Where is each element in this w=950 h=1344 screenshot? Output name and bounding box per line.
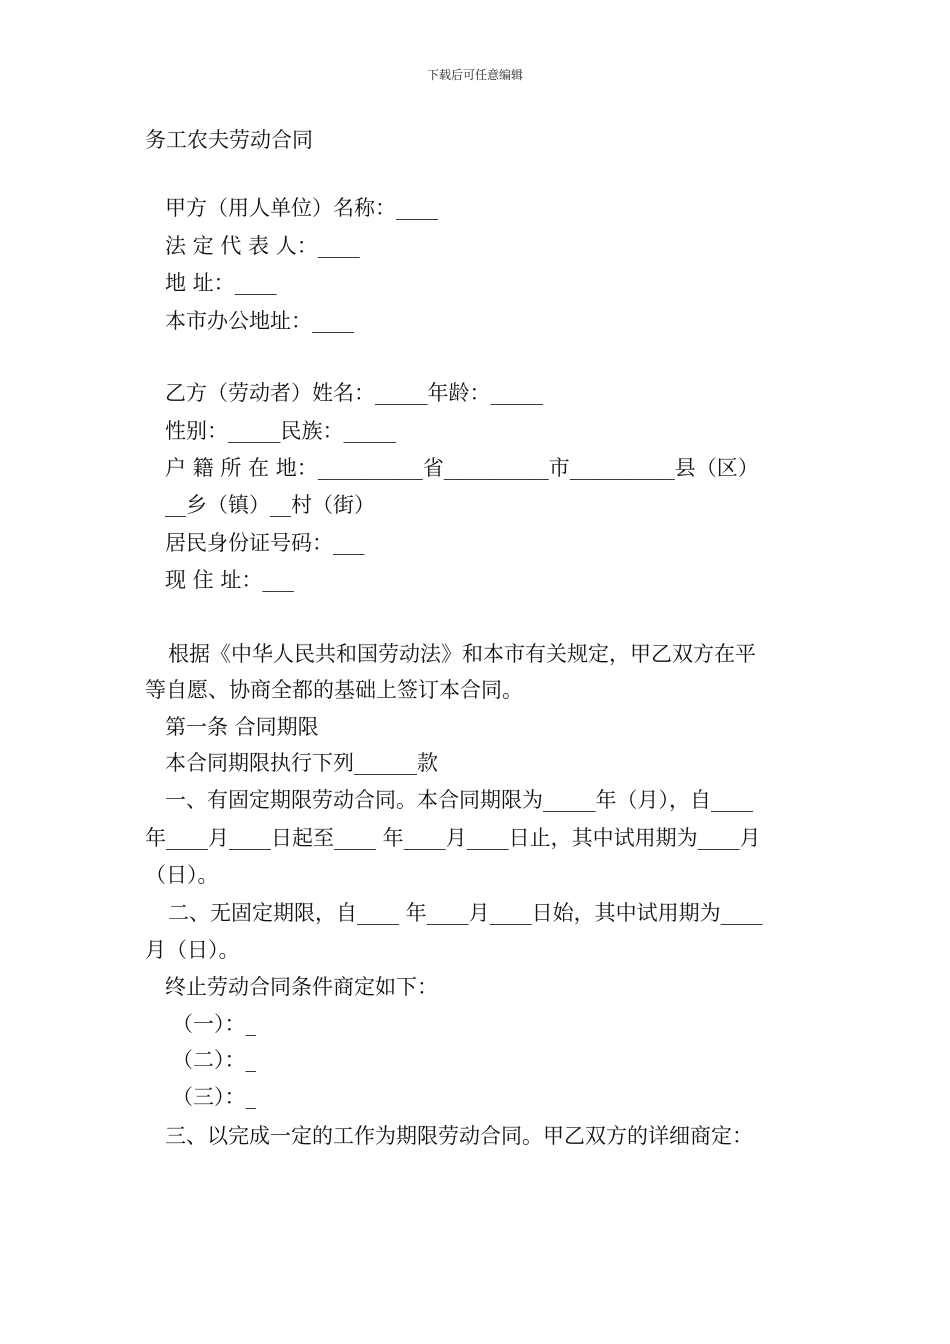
condition-2: （二）：_ — [172, 1048, 256, 1072]
intro-line-2: 等自愿、协商全都的基础上签订本合同。 — [145, 678, 523, 702]
open-term-line-1: 二、无固定期限，自____ 年____月____日始，其中试用期为____ — [168, 901, 763, 925]
header-note: 下载后可任意编辑 — [426, 68, 523, 82]
fixed-term-line-2: 年____月____日起至____ 年____月____日止，其中试用期为____月 — [145, 826, 761, 850]
intro-line-1: 根据《中华人民共和国劳动法》和本市有关规定，甲乙双方在平 — [168, 642, 756, 666]
party-b-gender-ethnic: 性别：_____民族：_____ — [165, 419, 396, 443]
open-term-line-2: 月（日）。 — [145, 938, 240, 962]
party-b-name-age: 乙方（劳动者）姓名：_____年龄：_____ — [165, 381, 543, 405]
document-title: 务工农夫劳动合同 — [145, 128, 313, 152]
party-a-office-address: 本市办公地址：____ — [165, 309, 354, 333]
condition-3: （三）：_ — [172, 1085, 256, 1109]
party-a-address: 地 址：____ — [165, 271, 277, 295]
party-b-household: 户 籍 所 在 地：__________省__________市__________县（区） — [165, 456, 759, 480]
fixed-term-line-3: （日）。 — [145, 863, 219, 887]
party-b-id-number: 居民身份证号码：___ — [165, 531, 365, 555]
party-a-legal-rep: 法 定 代 表 人：____ — [165, 234, 360, 258]
party-b-township: __乡（镇）__村（街） — [165, 493, 375, 517]
fixed-term-line-1: 一、有固定期限劳动合同。本合同期限为_____年（月），自____ — [165, 788, 753, 812]
termination-conditions: 终止劳动合同条件商定如下： — [165, 975, 438, 999]
article-1-heading: 第一条 合同期限 — [165, 715, 319, 739]
party-b-current-address: 现 住 址：___ — [165, 568, 294, 592]
condition-1: （一）：_ — [172, 1012, 256, 1036]
party-a-name: 甲方（用人单位）名称：____ — [165, 196, 438, 220]
task-based-term: 三、以完成一定的工作为期限劳动合同。甲乙双方的详细商定： — [165, 1124, 753, 1148]
term-execute: 本合同期限执行下列______款 — [165, 751, 438, 775]
